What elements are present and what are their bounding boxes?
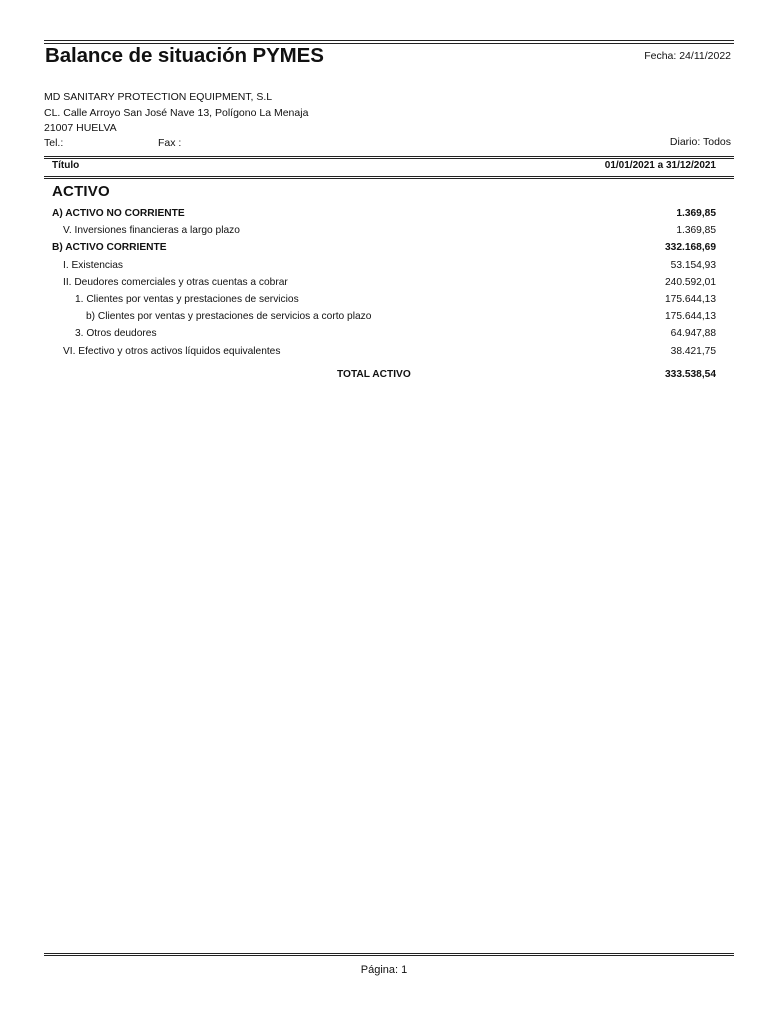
table-row <box>52 274 716 291</box>
page-number: Página: 1 <box>360 964 408 976</box>
row-amount: 64.947,88 <box>670 328 716 340</box>
row-label: 1. Clientes por ventas y prestaciones de servicios <box>75 294 299 305</box>
footer-divider <box>44 953 734 956</box>
report-date: Fecha: 24/11/2022 <box>644 50 731 62</box>
section-heading: ACTIVO <box>52 183 110 200</box>
table-row <box>52 257 716 274</box>
fax-label: Fax : <box>158 137 182 149</box>
row-label: I. Existencias <box>63 259 124 271</box>
row-amount: 1.369,85 <box>676 208 716 219</box>
row-amount: 332.168,69 <box>665 242 716 254</box>
row-amount: 175.644,13 <box>665 311 716 323</box>
table-header-top-divider <box>44 156 734 159</box>
total-label: TOTAL ACTIVO <box>337 369 411 380</box>
column-header-title: Título <box>52 160 80 171</box>
row-amount: 1.369,85 <box>676 225 716 237</box>
tel-label: Tel.: <box>44 137 64 149</box>
row-label: 3. Otros deudores <box>75 328 157 340</box>
company-name: MD SANITARY PROTECTION EQUIPMENT, S.L <box>44 91 273 103</box>
table-header-bottom-divider <box>44 176 734 179</box>
table-row <box>52 205 716 222</box>
table-row <box>52 239 716 256</box>
total-amount: 333.538,54 <box>665 369 716 380</box>
company-address: CL. Calle Arroyo San José Nave 13, Polígono La Menaja <box>44 107 309 119</box>
report-title: Balance de situación PYMES <box>45 44 324 67</box>
row-amount: 53.154,93 <box>670 259 716 271</box>
row-label: V. Inversiones financieras a largo plazo <box>63 225 240 237</box>
row-label: b) Clientes por ventas y prestaciones de servicios a corto plazo <box>86 311 372 323</box>
row-label: B) ACTIVO CORRIENTE <box>52 242 167 254</box>
row-amount: 240.592,01 <box>665 276 716 288</box>
table-row <box>52 291 716 308</box>
table-row <box>52 222 716 239</box>
column-header-period: 01/01/2021 a 31/12/2021 <box>604 160 716 171</box>
row-amount: 38.421,75 <box>670 345 716 357</box>
row-amount: 175.644,13 <box>665 294 716 305</box>
row-label: VI. Efectivo y otros activos líquidos equivalentes <box>63 345 281 357</box>
row-label: II. Deudores comerciales y otras cuentas a cobrar <box>63 276 288 288</box>
table-row <box>52 343 716 360</box>
table-row <box>52 308 716 325</box>
company-city: 21007 HUELVA <box>44 122 117 134</box>
table-row <box>52 325 716 342</box>
diario-label: Diario: Todos <box>669 136 731 148</box>
row-label: A) ACTIVO NO CORRIENTE <box>52 208 185 219</box>
